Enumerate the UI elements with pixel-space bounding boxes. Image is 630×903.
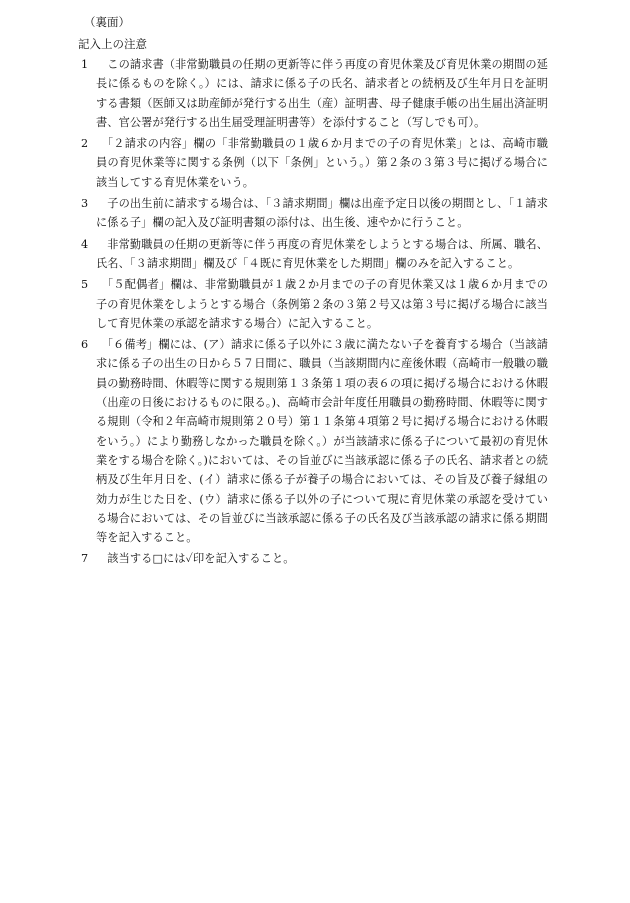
note-text: 該当する□には✓印を記入すること。 — [96, 552, 295, 566]
note-item-7 — [78, 549, 548, 568]
reverse-side-label: （裏面） — [84, 15, 130, 29]
note-number: 1 — [81, 58, 89, 71]
note-text: 非常勤職員の任期の更新等に伴う再度の育児休業をしようとする場合は、所属、職名、氏名、「３請求期間」欄及び「４既に育児休業をした期間」欄のみを記入すること。 — [96, 237, 548, 270]
note-item-4 — [78, 235, 548, 274]
note-item-5 — [78, 275, 548, 333]
note-text: この請求書（非常勤職員の任期の更新等に伴う再度の育児休業及び育児休業の期間の延長に係るものを除く。）には、請求に係る子の氏名、請求者との続柄及び生年月日を証明する書類（医師又は助産師が発行する出生（産）証明書、母子健康手帳の出生届出済証明書、官公署が発行する出生届受理証明書等）を添付すること（写しでも可）。 — [96, 58, 548, 129]
note-number: 2 — [81, 137, 89, 151]
note-number: 4 — [81, 237, 89, 251]
note-number: 7 — [81, 552, 89, 566]
note-number: 6 — [81, 338, 89, 352]
note-item-3 — [78, 194, 548, 233]
note-item-1 — [78, 55, 548, 132]
note-text: 「６備考」欄には、(ア）請求に係る子以外に３歳に満たない子を養育する場合（当該請求に係る子の出生の日から５７日間に、職員（当該期間内に産後休暇（高崎市一般職の職員の勤務時間、休暇等に関する規則第１３条第１項の表６の項に掲げる場合における休暇（出産の日後におけるものに限る。)、高崎市会計年度任用職員の勤務時間、休暇等に関する規則（令和２年高崎市規則第２０号）第１１条第４項第２号に掲げる場合における休暇をいう。）により勤務しなかった職員を除く。）が当該請求に係る子について最初の育児休業をする場合を除く。)においては、その旨並びに当該承認に係る子の氏名、請求者との続柄及び生年月日を、(イ）請求に係る子が養子の場合においては、その旨及び養子縁組の効力が生じた日を、(ウ）請求に係る子以外の子について現に育児休業の承認を受けている場合においては、その旨並びに当該承認に係る子の氏名及び当該承認の請求に係る期間等を記入すること。 — [96, 338, 548, 545]
section-title: 記入上の注意 — [78, 37, 147, 51]
note-item-6 — [78, 335, 548, 547]
note-number: 5 — [81, 278, 89, 292]
notes-list — [78, 55, 548, 571]
note-text: 子の出生前に請求する場合は、「３請求期間」欄は出産予定日以後の期間とし、「１請求に係る子」欄の記入及び証明書類の添付は、出生後、速やかに行うこと。 — [96, 197, 548, 230]
note-text: 「２請求の内容」欄の「非常勤職員の１歳６か月までの子の育児休業」とは、高崎市職員の育児休業等に関する条例（以下「条例」という。）第２条の３第３号に掲げる場合に該当してする育児休業をいう。 — [96, 137, 548, 189]
note-item-2 — [78, 134, 548, 192]
note-number: 3 — [81, 197, 89, 211]
note-text: 「５配偶者」欄は、非常勤職員が１歳２か月までの子の育児休業又は１歳６か月までの子の育児休業をしようとする場合（条例第２条の３第２号又は第３号に掲げる場合に該当して育児休業の承認を請求する場合）に記入すること。 — [96, 278, 548, 330]
